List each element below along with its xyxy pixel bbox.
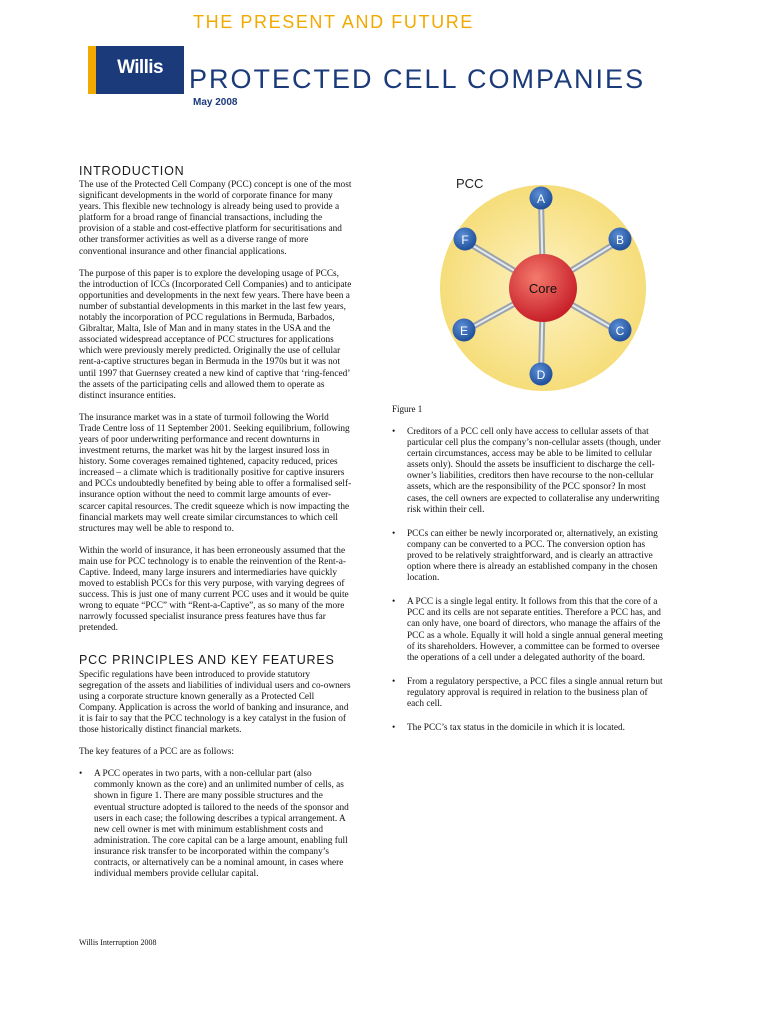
paragraph: The insurance market was in a state of turmoil following the World Trade Centre loss of 11 September 2001. Seeking equilibrium, following years of poor underwriting performance and recent downturns in investment returns, the market was hit by the largest insured loss in history. Some coverages remained tightened, capacity reduced, prices increased – a climate which is traditionally positive for captive insurers and PCCs undoubtedly benefited by being able to offer a formalised self-insurance option without the need to commit large amounts of ever-scarcer capital resources. The credit squeeze which is now impacting the financial markets may well create similar circumstances to which cell structures may well be able to respond to. bbox=[79, 412, 352, 534]
cell-label: C bbox=[615, 324, 625, 338]
cell-label: D bbox=[536, 368, 546, 382]
logo-text: Willis bbox=[117, 57, 163, 78]
figure-caption: Figure 1 bbox=[392, 404, 423, 414]
list-item-text: A PCC is a single legal entity. It follows from this that the core of a PCC and its cells are not separate entities. Therefore a PCC has, and can only have, one board of directors, who manage the affairs of the PCC as a whole. Equally it will hold a single annual general meeting of its shareholders. However, a committee can be formed to oversee the operations of a cell under a delegated authority of the board. bbox=[407, 597, 663, 663]
bullet-icon: • bbox=[79, 769, 83, 780]
list-item-text: Creditors of a PCC cell only have access to cellular assets of that particular cell plus the company’s non-cellular assets (though, under certain circumstances, access may be able to be limited to cellular assets only). Should the assets be insufficient to discharge the cell-owner’s liabilities, creditors then have recourse to the non-cellular assets, which are the responsibility of the PCC sponsor? In most cases, the cell owners are expected to collateralise any underwriting risk within their cell. bbox=[407, 427, 661, 515]
core-label: Core bbox=[528, 281, 558, 296]
paragraph: Specific regulations have been introduced to provide statutory segregation of the assets and liabilities of individual users and co-owners using a corporate structure known generally as a Protected Cell Company. Application is across the world of banking and insurance, and it is fair to say that the PCC technology is a key catalyst in the fusion of those historically distinct financial markets. bbox=[79, 669, 351, 736]
publication-date: May 2008 bbox=[193, 97, 238, 108]
bullet-icon: • bbox=[392, 528, 396, 539]
list-item bbox=[392, 529, 664, 584]
paragraph: The key features of a PCC are as follows: bbox=[79, 747, 234, 758]
page-title: PROTECTED CELL COMPANIES bbox=[189, 64, 646, 94]
cell-c bbox=[609, 319, 632, 342]
paragraph: Within the world of insurance, it has been erroneously assumed that the main use for PCC technology is to enable the reinvention of the Rent-a-Captive. Indeed, many large insurers and intermediaries have quickly moved to establish PCCs for this very purpose, with varying degrees of success. This is just one of many current PCC uses and it would be quite wrong to equate “PCC” with “Rent-a-Captive”, as so many of the more narrowly focussed specialist insurance press features have thus far pretended. bbox=[79, 545, 349, 634]
bullet-icon: • bbox=[392, 427, 396, 437]
list-item-text: PCCs can either be newly incorporated or, alternatively, an existing company can be converted to a PCC. The conversion option has proved to be relatively straightforward, and is clearly an attractive option where there is already an established company in the chosen location. bbox=[407, 528, 658, 584]
cell-label: A bbox=[536, 192, 546, 206]
cell-b bbox=[609, 228, 632, 251]
list-item bbox=[392, 427, 664, 516]
bullet-icon: • bbox=[392, 597, 396, 608]
list-item bbox=[79, 769, 352, 880]
bullet-icon: • bbox=[392, 723, 396, 734]
section-heading-introduction: INTRODUCTION bbox=[79, 164, 185, 178]
paragraph: The use of the Protected Cell Company (PCC) concept is one of the most significant developments in the world of corporate finance for many years. This flexible new technology is already being used to provide a platform for a broad range of financial transactions, including the provision of a stable and cost-effective platform for securitisations and other transformer activities as well as a diverse range of more conventional insurance and other financial applications. bbox=[79, 180, 352, 257]
cell-a bbox=[530, 187, 553, 210]
list-item bbox=[392, 677, 664, 710]
cell-label: E bbox=[459, 324, 469, 338]
left-column bbox=[79, 164, 352, 880]
figure-title: PCC bbox=[456, 176, 484, 191]
paragraph: The purpose of this paper is to explore the developing usage of PCCs, the introduction of ICCs (Incorporated Cell Companies) and to anticipate opportunities and developments in the next few years. There have been a number of substantial developments in this market in the last few years, notably the incorporation of PCC regulations in Bermuda, Barbados, Gibraltar, Malta, Isle of Man and in many states in the USA and the associated widespread acceptance of PCC structures for applications which were previously merely predicted. Originally the use of cellular rent-a-captive structures began in Bermuda in the 1970s but it was not until 1997 that Guernsey created a new kind of captive that ‘ring-fenced’ the assets of the participating cells and allowed them to operate as distinct insurance entities. bbox=[79, 268, 352, 401]
supertitle: THE PRESENT AND FUTURE bbox=[193, 12, 474, 32]
cell-label: F bbox=[461, 233, 469, 247]
list-item-text: From a regulatory perspective, a PCC files a single annual return but regulatory approval is required in relation to the business plan of each cell. bbox=[407, 676, 663, 709]
list-item bbox=[392, 723, 664, 734]
right-column bbox=[392, 404, 664, 734]
list-item-text: The PCC’s tax status in the domicile in which it is located. bbox=[407, 723, 625, 734]
page-footer: Willis Interruption 2008 bbox=[79, 938, 157, 947]
list-item-text: A PCC operates in two parts, with a non-cellular part (also commonly known as the core) and an unlimited number of cells, as shown in figure 1. There are many possible structures and the eventual structure adopted is tailored to the needs of the sponsor and users in each case; the following describes a typical arrangement. A new cell owner is met with minimum establishment costs and administration. The core capital can be a large amount, enabling full insurance risk transfer to be incorporated within the company’s contracts, or alternatively can be a nominal amount, in cases where individual members provide cellular capital. bbox=[94, 769, 349, 880]
cell-f bbox=[454, 228, 477, 251]
pcc-diagram bbox=[430, 168, 660, 392]
cell-d bbox=[530, 363, 553, 386]
section-heading-principles: PCC PRINCIPLES AND KEY FEATURES bbox=[79, 652, 335, 667]
cell-label: B bbox=[615, 233, 625, 247]
pcc-figure bbox=[430, 168, 660, 392]
bullet-icon: • bbox=[392, 676, 396, 687]
cell-e bbox=[453, 319, 476, 342]
list-item bbox=[392, 597, 664, 664]
